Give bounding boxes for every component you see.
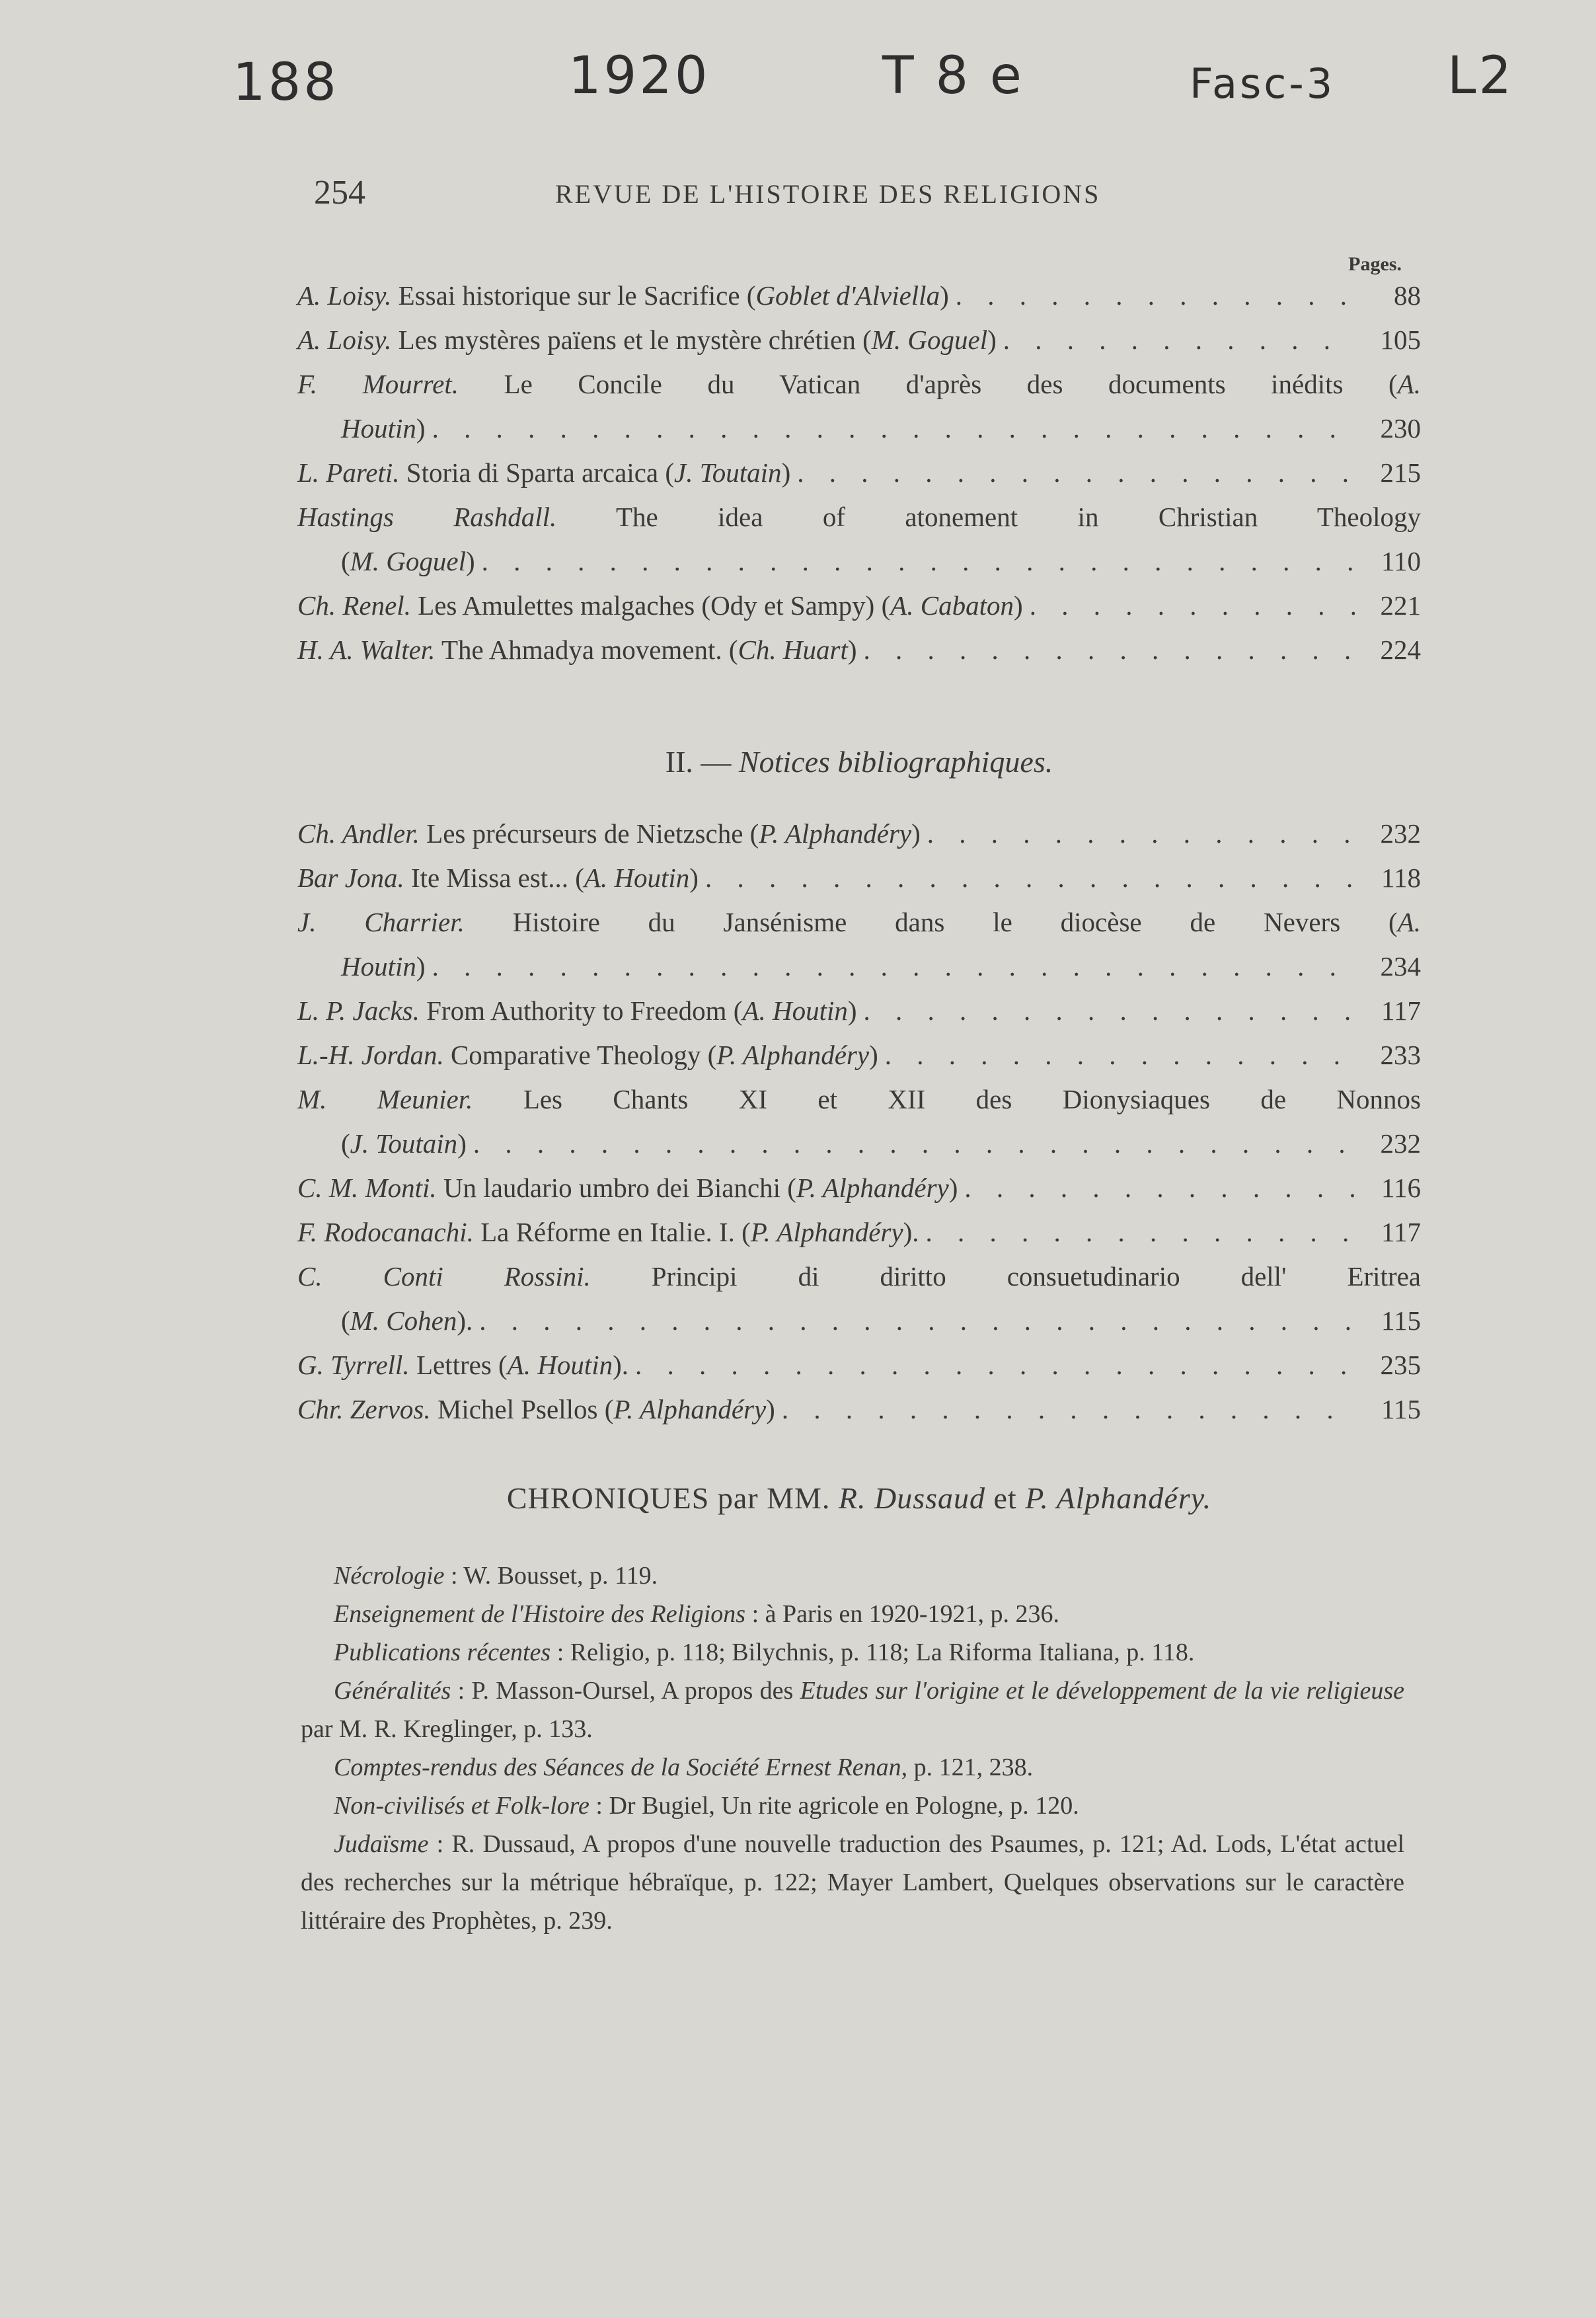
leader-dots (927, 812, 1355, 856)
conjunction: et (993, 1481, 1017, 1515)
title: Histoire du Jansénisme dans le diocèse de Nevers ( (512, 907, 1398, 937)
leader-dots (705, 856, 1355, 900)
list-item (297, 495, 1421, 584)
pages-column-label: Pages. (1348, 253, 1402, 275)
list-item (297, 274, 1421, 318)
reviewer: Houtin (341, 413, 416, 444)
chronique-work-title: Etudes sur l'origine et le développement de la vie religieuse (800, 1677, 1404, 1705)
title: Comparative Theology ( (450, 1040, 717, 1070)
chronique-item (301, 1672, 1404, 1748)
reviewer: A. Cabaton (890, 590, 1014, 621)
title: Un laudario umbro dei Bianchi ( (443, 1173, 796, 1203)
title: Storia di Sparta arcaica ( (406, 457, 675, 488)
title: Ite Missa est... ( (410, 863, 584, 893)
reviewer: P. Alphandéry (750, 1217, 903, 1247)
handwritten-note-2: 1920 (568, 46, 710, 106)
reviewer: A. Houtin (742, 995, 848, 1026)
reviewer: M. Cohen (350, 1305, 457, 1336)
reviewer: Ch. Huart (738, 635, 848, 665)
paren: ). (613, 1350, 629, 1380)
chronique-item (301, 1557, 1404, 1595)
chronique-text: : à Paris en 1920-1921, p. 236. (745, 1600, 1060, 1628)
title: La Réforme en Italie. I. ( (480, 1217, 751, 1247)
reviewer: P. Alphandéry (796, 1173, 949, 1203)
chronique-text: , p. 121, 238. (901, 1754, 1034, 1781)
leader-dots (635, 1343, 1355, 1387)
paren: ). (457, 1305, 473, 1336)
page-ref: 88 (1394, 280, 1421, 311)
leader-dots (964, 1166, 1355, 1210)
chroniques-author: R. Dussaud (838, 1481, 985, 1515)
leader-dots (432, 406, 1355, 451)
handwritten-note-4: Fasc-3 (1190, 59, 1336, 108)
leader-dots (797, 451, 1355, 495)
chronique-text: : Religio, p. 118; Bilychnis, p. 118; La Riforma Italiana, p. 118. (551, 1639, 1195, 1666)
handwritten-note-3: T 8 e (882, 46, 1024, 106)
chronique-item (301, 1825, 1404, 1940)
paren: ( (341, 1128, 350, 1159)
title: Les Amulettes malgaches (Ody et Sampy) ( (418, 590, 891, 621)
leader-dots (432, 945, 1355, 989)
chroniques-label: CHRONIQUES par MM. (506, 1481, 831, 1515)
list-item (297, 900, 1421, 989)
chronique-label: Généralités (334, 1677, 451, 1705)
paren: ) (766, 1394, 775, 1424)
paren: ) (689, 863, 699, 893)
author: Hastings Rashdall. (297, 502, 557, 532)
leader-dots (864, 989, 1355, 1033)
leader-dots (864, 628, 1355, 672)
leader-dots (473, 1122, 1355, 1166)
list-item (297, 1077, 1421, 1166)
leader-dots (782, 1387, 1355, 1432)
paren: ) (847, 635, 857, 665)
list-item (297, 1387, 1421, 1432)
title: Les mystères païens et le mystère chrétien ( (398, 325, 872, 355)
list-item (297, 362, 1421, 451)
chroniques-list (301, 1557, 1404, 1940)
page-number: 254 (314, 174, 365, 212)
chronique-item (301, 1633, 1404, 1672)
chronique-label: Enseignement de l'Histoire des Religions (334, 1600, 746, 1628)
paren: ) (948, 1173, 958, 1203)
author: L. P. Jacks. (297, 995, 420, 1026)
notices-list (297, 812, 1421, 1432)
title: Essai historique sur le Sacrifice ( (398, 280, 756, 311)
paren: ) (416, 413, 426, 444)
list-item (297, 1210, 1421, 1255)
page-ref: 234 (1380, 951, 1421, 982)
list-item (297, 812, 1421, 856)
section-number: II. — (665, 745, 732, 779)
title: The idea of atonement in Christian Theology (615, 502, 1422, 532)
list-item (297, 1343, 1421, 1387)
chronique-label: Non-civilisés et Folk-lore (334, 1792, 589, 1820)
reviewer: A. Houtin (584, 863, 690, 893)
title: Les Chants XI et XII des Dionysiaques de Nonnos (523, 1084, 1421, 1114)
author: L. Pareti. (297, 457, 400, 488)
author: Ch. Andler. (297, 818, 420, 849)
list-item (297, 1033, 1421, 1077)
chroniques-author: P. Alphandéry. (1025, 1481, 1212, 1515)
page-ref: 117 (1381, 1217, 1421, 1247)
author: A. Loisy. (297, 280, 392, 311)
page-ref: 105 (1380, 325, 1421, 355)
title: Lettres ( (416, 1350, 508, 1380)
leader-dots (956, 274, 1355, 318)
page-ref: 221 (1380, 590, 1421, 621)
paren: ) (940, 280, 949, 311)
list-item (297, 584, 1421, 628)
reviewer: A. (1397, 369, 1422, 399)
section-title: Notices bibliographiques. (738, 745, 1053, 779)
author: J. Charrier. (297, 907, 465, 937)
title: From Authority to Freedom ( (426, 995, 743, 1026)
reviewer: M. Goguel (350, 546, 467, 576)
page-ref: 110 (1381, 546, 1421, 576)
reviews-list (297, 274, 1421, 672)
page-ref: 232 (1380, 818, 1421, 849)
author: F. Mourret. (297, 369, 459, 399)
section-heading (297, 744, 1421, 779)
list-item (297, 451, 1421, 495)
leader-dots (1003, 318, 1355, 362)
reviewer: P. Alphandéry (716, 1040, 870, 1070)
reviewer: A. Houtin (507, 1350, 613, 1380)
page-ref: 115 (1381, 1394, 1421, 1424)
list-item (297, 856, 1421, 900)
chronique-text: : R. Dussaud, A propos d'une nouvelle traduction des Psaumes, p. 121; Ad. Lods, L'état actuel des recherches sur la métrique hébraïque, p. 122; Mayer Lambert, Quelques observations sur le caractère littéraire des Prophètes, p. 239. (301, 1830, 1404, 1935)
paren: ) (1014, 590, 1023, 621)
reviewer: Goblet d'Alviella (755, 280, 940, 311)
author: F. Rodocanachi. (297, 1217, 474, 1247)
reviewer: P. Alphandéry (613, 1394, 767, 1424)
author: Ch. Renel. (297, 590, 411, 621)
leader-dots (925, 1210, 1355, 1255)
title: Michel Psellos ( (437, 1394, 614, 1424)
reviewer: A. (1397, 907, 1421, 937)
page-ref: 233 (1380, 1040, 1421, 1070)
reviewer: J. Toutain (350, 1128, 458, 1159)
chronique-text: : W. Bousset, p. 119. (444, 1562, 658, 1590)
title: The Ahmadya movement. ( (441, 635, 738, 665)
paren: ( (341, 546, 350, 576)
title: Les précurseurs de Nietzsche ( (426, 818, 759, 849)
list-item (297, 989, 1421, 1033)
paren: ( (341, 1305, 350, 1336)
chroniques-heading (297, 1481, 1421, 1516)
author: A. Loisy. (297, 325, 392, 355)
author: H. A. Walter. (297, 635, 436, 665)
list-item (297, 1166, 1421, 1210)
page-ref: 230 (1380, 413, 1421, 444)
page-ref: 224 (1380, 635, 1421, 665)
handwritten-note-1: 188 (233, 53, 339, 112)
leader-dots (1030, 584, 1355, 628)
chronique-text: par M. R. Kreglinger, p. 133. (301, 1715, 593, 1743)
chronique-label: Comptes-rendus des Séances de la Société Ernest Renan (334, 1754, 901, 1781)
chronique-item (301, 1748, 1404, 1787)
chronique-label: Judaïsme (334, 1830, 429, 1858)
paren: ) (869, 1040, 878, 1070)
title: Principi di diritto consuetudinario dell' Eritrea (651, 1261, 1421, 1292)
chronique-text: : P. Masson-Oursel, A propos des (451, 1677, 800, 1705)
list-item (297, 1255, 1421, 1343)
paren: ) (457, 1128, 467, 1159)
author: M. Meunier. (297, 1084, 473, 1114)
list-item (297, 628, 1421, 672)
leader-dots (482, 539, 1355, 584)
leader-dots (885, 1033, 1355, 1077)
chronique-text: : Dr Bugiel, Un rite agricole en Pologne, p. 120. (589, 1792, 1079, 1820)
reviewer: Houtin (341, 951, 416, 982)
page-header (314, 173, 1437, 219)
page-ref: 118 (1381, 863, 1421, 893)
chronique-label: Nécrologie (334, 1562, 445, 1590)
page-ref: 115 (1381, 1305, 1421, 1336)
author: G. Tyrrell. (297, 1350, 410, 1380)
paren: ) (987, 325, 997, 355)
chronique-item (301, 1787, 1404, 1825)
author: L.-H. Jordan. (297, 1040, 444, 1070)
chronique-label: Publications récentes (334, 1639, 551, 1666)
author: C. M. Monti. (297, 1173, 437, 1203)
handwritten-note-5: L2 (1447, 46, 1515, 106)
paren: ) (466, 546, 475, 576)
leader-dots (479, 1299, 1355, 1343)
author: Bar Jona. (297, 863, 404, 893)
paren: ) (416, 951, 426, 982)
reviewer: M. Goguel (871, 325, 988, 355)
chronique-item (301, 1595, 1404, 1633)
page-ref: 116 (1381, 1173, 1421, 1203)
reviewer: P. Alphandéry (759, 818, 912, 849)
paren: ) (911, 818, 921, 849)
paren: ) (781, 457, 791, 488)
paren: ) (847, 995, 857, 1026)
reviewer: J. Toutain (674, 457, 782, 488)
page-ref: 235 (1380, 1350, 1421, 1380)
author: C. Conti Rossini. (297, 1261, 591, 1292)
page-ref: 232 (1380, 1128, 1421, 1159)
list-item (297, 318, 1421, 362)
page-ref: 117 (1381, 995, 1421, 1026)
author: Chr. Zervos. (297, 1394, 431, 1424)
running-title: REVUE DE L'HISTOIRE DES RELIGIONS (555, 179, 1101, 209)
page-ref: 215 (1380, 457, 1421, 488)
paren: ). (903, 1217, 919, 1247)
title: Le Concile du Vatican d'après des documents inédits ( (504, 369, 1398, 399)
